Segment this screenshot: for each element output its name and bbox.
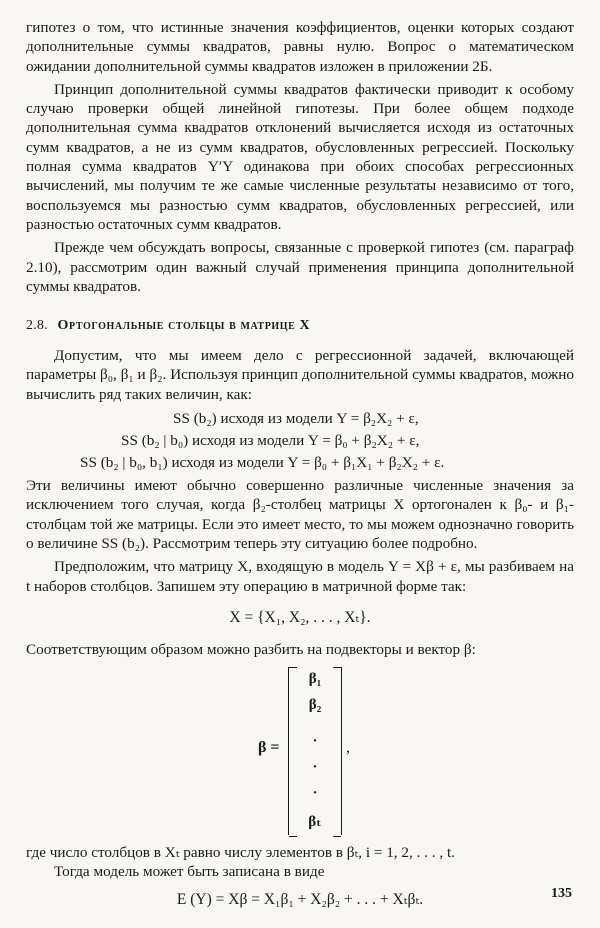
equation-ss-b2: SS (b₂) исходя из модели Y = β₂X₂ + ε, bbox=[173, 410, 419, 428]
paragraph-partition-x: Предположим, что матрицу X, входящую в модель Y = Xβ + ε, мы разбиваем на t наборов столбцов. Запишем эту операцию в матричной форме так: bbox=[26, 558, 574, 595]
page-number: 135 bbox=[551, 886, 572, 901]
equation-expectation: E (Y) = Xβ = X₁β₁ + X₂β₂ + . . . + Xₜβₜ. bbox=[176, 890, 424, 908]
vector-comma: , bbox=[346, 739, 350, 757]
paragraph-extra-sum-principle: Принцип дополнительной суммы квадратов фактически приводит к особому случаю проверки общей линейной гипотезы. При более общем подходе дополнительная сумма квадратов отклонений вычисляется исходя из остаточных сумм квадратов, а не из сумм квадратов, обусловленных регрессией. Поскольку полная сумма квадратов Y′Y одинакова при обоих способах регрессионных вычислений, мы получим те же самые численные результаты независимо от того, воспользуемся мы разностью сумм квадратов, обусловленных регрессией, или разностью остаточных сумм квадратов. bbox=[26, 80, 574, 233]
beta-vector-bracket bbox=[288, 667, 342, 835]
paragraph-columns-count: где число столбцов в Xₜ равно числу элементов в βₜ, i = 1, 2, . . . , t. bbox=[26, 844, 455, 862]
vector-entry-dot: · bbox=[312, 785, 318, 802]
beta-vector-lhs: β = bbox=[258, 739, 280, 757]
paragraph-model-form: Тогда модель может быть записана в виде bbox=[54, 863, 325, 881]
section-title: Ортогональные столбцы в матрице X bbox=[57, 318, 311, 334]
vector-entry-beta-t: βₜ bbox=[308, 814, 322, 831]
equation-ss-b2-given-b0-b1: SS (b₂ | b₀, b₁) исходя из модели Y = β₀ + β₁X₁ + β₂X₂ + ε. bbox=[80, 454, 445, 472]
page-body bbox=[26, 18, 574, 922]
beta-vector-display bbox=[26, 667, 574, 837]
paragraph-hypotheses: гипотез о том, что истинные значения коэффициентов, оценки которых создают дополнительные суммы квадратов, равны нулю. Вопрос о математическом ожидании дополнительной суммы квадратов изложен в приложении 2Б. bbox=[26, 19, 574, 75]
equation-ss-b2-given-b0: SS (b₂ | b₀) исходя из модели Y = β₀ + β₂X₂ + ε, bbox=[121, 432, 420, 450]
vector-entry-beta1: β₁ bbox=[308, 671, 322, 688]
section-heading bbox=[26, 318, 574, 334]
paragraph-suppose-regression: Допустим, что мы имеем дело с регрессионной задачей, включающей параметры β₀, β₁ и β₂. Используя принцип дополнительной суммы квадратов, можно вычислить ряд таких величин, как: bbox=[26, 347, 574, 403]
section-number: 2.8. bbox=[26, 318, 48, 334]
paragraph-before-discussing: Прежде чем обсуждать вопросы, связанные с проверкой гипотез (см. параграф 2.10), рассмотрим один важный случай применения принципа дополнительной суммы квадратов. bbox=[26, 239, 574, 295]
vector-entry-beta2: β₂ bbox=[308, 697, 322, 714]
equation-x-partition: X = {X₁, X₂, . . . , Xₜ}. bbox=[229, 608, 371, 626]
vector-entry-dot: · bbox=[312, 733, 318, 750]
paragraph-partition-beta: Соответствующим образом можно разбить на подвекторы и вектор β: bbox=[26, 640, 476, 658]
paragraph-orthogonal-case: Эти величины имеют обычно совершенно различные численные значения за исключением того случая, когда β₂-столбец матрицы X ортогонален к β₀- и β₁-столбцам той же матрицы. Если это имеет место, то мы можем однозначно говорить о величине SS (b₂). Рассмотрим теперь эту ситуацию более подробно. bbox=[26, 477, 574, 552]
vector-entry-dot: · bbox=[312, 759, 318, 776]
